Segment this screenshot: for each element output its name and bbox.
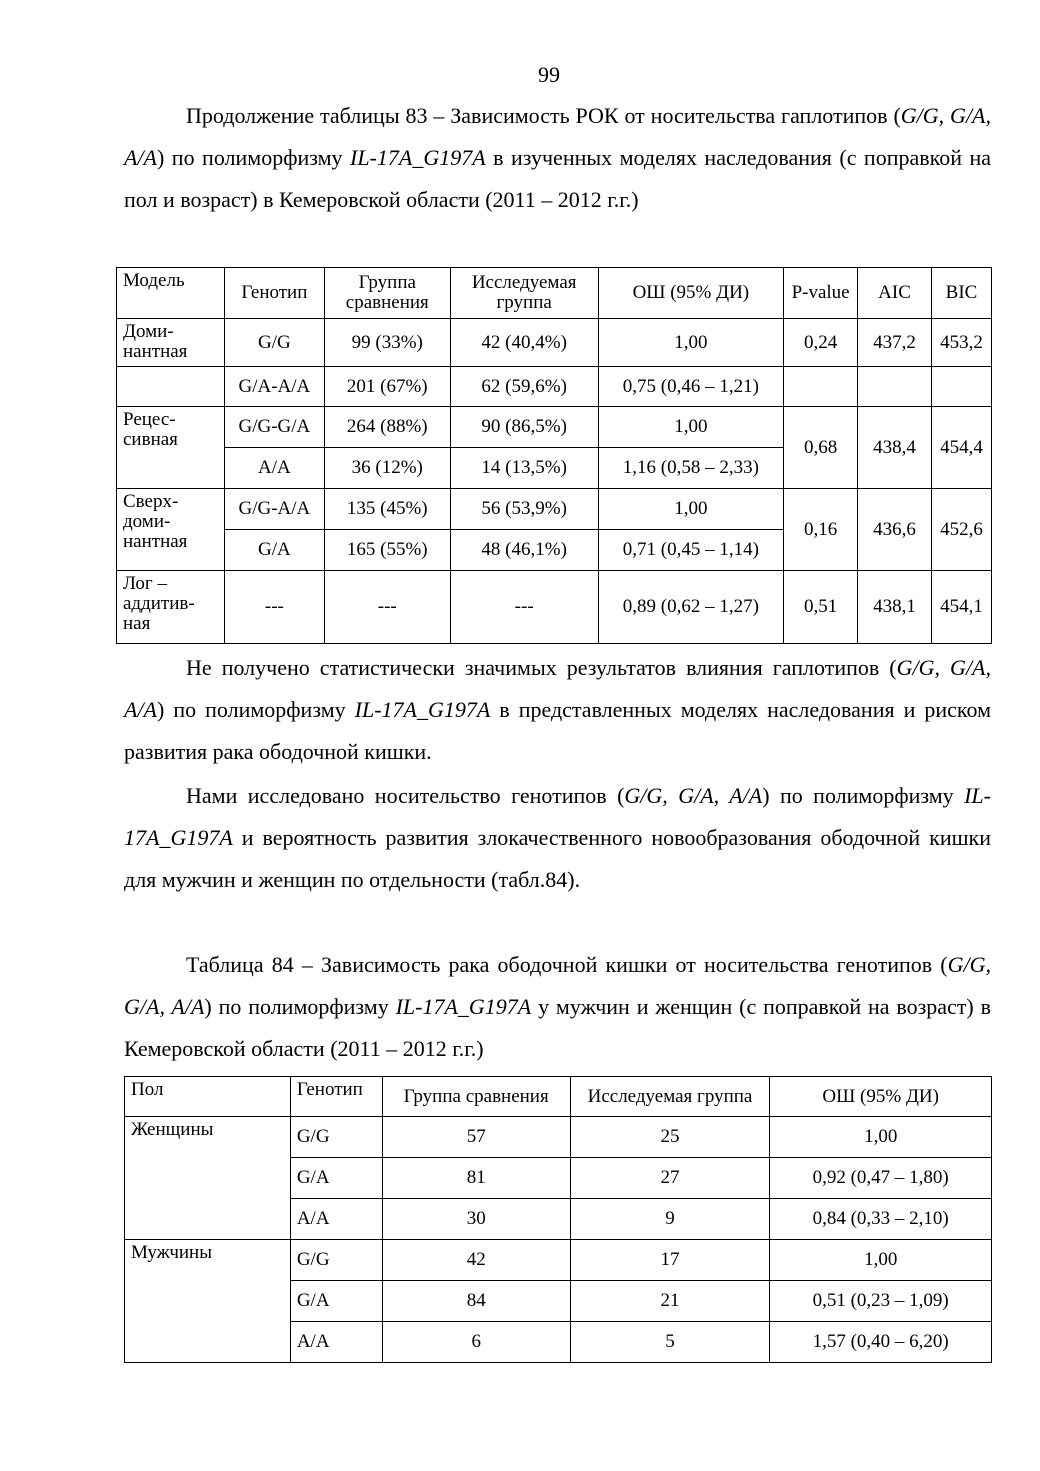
genotype-cell: A/A bbox=[290, 1322, 382, 1363]
comparison-cell: 135 (45%) bbox=[324, 489, 450, 530]
table-row bbox=[117, 367, 992, 407]
table-header-row bbox=[117, 268, 992, 319]
model-cell: Рецес-сивная bbox=[117, 407, 225, 489]
header-cell: Генотип bbox=[224, 268, 324, 319]
or-cell: 0,71 (0,45 – 1,14) bbox=[598, 530, 784, 571]
bic-cell: 454,4 bbox=[931, 407, 991, 489]
genotype-cell: G/A-A/A bbox=[224, 367, 324, 407]
study-cell: 42 (40,4%) bbox=[450, 319, 598, 367]
study-cell: --- bbox=[450, 571, 598, 644]
pvalue-cell bbox=[784, 367, 858, 407]
or-cell: 0,89 (0,62 – 1,27) bbox=[598, 571, 784, 644]
genotype-cell: G/A bbox=[290, 1281, 382, 1322]
comparison-cell: --- bbox=[324, 571, 450, 644]
genotype-cell: --- bbox=[224, 571, 324, 644]
table-row bbox=[117, 319, 992, 367]
study-cell: 9 bbox=[570, 1199, 770, 1240]
bic-cell: 452,6 bbox=[931, 489, 991, 571]
study-paragraph: Нами исследовано носительство генотипов (G/G, G/A, A/A) по полиморфизму IL-17A_G197A и вероятность развития злокачественного новообразования ободочной кишки для мужчин и женщин по отдельности (табл.84). bbox=[124, 783, 991, 892]
bic-cell bbox=[931, 367, 991, 407]
sex-cell: Мужчины bbox=[125, 1240, 291, 1363]
model-cell: Доми-нантная bbox=[117, 319, 225, 367]
table-row bbox=[117, 571, 992, 644]
table-header-row bbox=[125, 1077, 992, 1117]
or-cell: 1,57 (0,40 – 6,20) bbox=[770, 1322, 992, 1363]
header-cell: ОШ (95% ДИ) bbox=[598, 268, 784, 319]
comparison-cell: 84 bbox=[382, 1281, 570, 1322]
header-cell: Группа сравнения bbox=[324, 268, 450, 319]
model-cell: Лог – аддитив-ная bbox=[117, 571, 225, 644]
or-cell: 1,00 bbox=[598, 319, 784, 367]
results-paragraph: Не получено статистически значимых результатов влияния гаплотипов (G/G, G/A, A/A) по полиморфизму IL-17A_G197A в представленных моделях наследования и риском развития рака ободочной кишки. bbox=[124, 655, 991, 764]
study-cell: 62 (59,6%) bbox=[450, 367, 598, 407]
study-cell: 27 bbox=[570, 1158, 770, 1199]
or-cell: 1,00 bbox=[598, 489, 784, 530]
table-84-caption: Таблица 84 – Зависимость рака ободочной кишки от носительства генотипов (G/G, G/A, A/A) по полиморфизму IL-17A_G197A у мужчин и женщин (с поправкой на возраст) в Кемеровской области (2011 – 2012 г.г.) bbox=[124, 952, 992, 1061]
study-cell: 5 bbox=[570, 1322, 770, 1363]
comparison-cell: 81 bbox=[382, 1158, 570, 1199]
bic-cell: 454,1 bbox=[931, 571, 991, 644]
or-cell: 0,51 (0,23 – 1,09) bbox=[770, 1281, 992, 1322]
header-cell: Пол bbox=[125, 1077, 291, 1117]
or-cell: 1,16 (0,58 – 2,33) bbox=[598, 448, 784, 489]
header-cell: Исследуемая группа bbox=[450, 268, 598, 319]
table-row bbox=[125, 1240, 992, 1281]
table-row bbox=[117, 489, 992, 530]
study-cell: 56 (53,9%) bbox=[450, 489, 598, 530]
genotype-cell: G/A bbox=[290, 1158, 382, 1199]
study-cell: 90 (86,5%) bbox=[450, 407, 598, 448]
model-cell bbox=[117, 367, 225, 407]
bic-cell: 453,2 bbox=[931, 319, 991, 367]
page-number: 99 bbox=[538, 62, 560, 87]
header-cell: ОШ (95% ДИ) bbox=[770, 1077, 992, 1117]
genotype-cell: G/A bbox=[224, 530, 324, 571]
header-cell: Генотип bbox=[290, 1077, 382, 1117]
pvalue-cell: 0,24 bbox=[784, 319, 858, 367]
table-83 bbox=[116, 267, 992, 644]
study-cell: 14 (13,5%) bbox=[450, 448, 598, 489]
header-cell: BIC bbox=[931, 268, 991, 319]
comparison-cell: 264 (88%) bbox=[324, 407, 450, 448]
table-row bbox=[125, 1117, 992, 1158]
genotype-cell: G/G bbox=[290, 1240, 382, 1281]
comparison-cell: 165 (55%) bbox=[324, 530, 450, 571]
table-83-caption: Продолжение таблицы 83 – Зависимость РОК от носительства гаплотипов (G/G, G/A, A/A) по полиморфизму IL-17A_G197A в изученных моделях наследования (с поправкой на пол и возраст) в Кемеровской области (2011 – 2012 г.г.) bbox=[124, 103, 991, 212]
comparison-cell: 57 bbox=[382, 1117, 570, 1158]
pvalue-cell: 0,51 bbox=[784, 571, 858, 644]
study-cell: 48 (46,1%) bbox=[450, 530, 598, 571]
comparison-cell: 36 (12%) bbox=[324, 448, 450, 489]
aic-cell: 438,4 bbox=[858, 407, 932, 489]
comparison-cell: 6 bbox=[382, 1322, 570, 1363]
or-cell: 0,92 (0,47 – 1,80) bbox=[770, 1158, 992, 1199]
pvalue-cell: 0,68 bbox=[784, 407, 858, 489]
or-cell: 1,00 bbox=[770, 1117, 992, 1158]
genotype-cell: A/A bbox=[224, 448, 324, 489]
aic-cell bbox=[858, 367, 932, 407]
or-cell: 1,00 bbox=[598, 407, 784, 448]
comparison-cell: 30 bbox=[382, 1199, 570, 1240]
pvalue-cell: 0,16 bbox=[784, 489, 858, 571]
header-cell: Исследуемая группа bbox=[570, 1077, 770, 1117]
genotype-cell: G/G bbox=[224, 319, 324, 367]
aic-cell: 436,6 bbox=[858, 489, 932, 571]
or-cell: 0,84 (0,33 – 2,10) bbox=[770, 1199, 992, 1240]
genotype-cell: A/A bbox=[290, 1199, 382, 1240]
header-cell: Модель bbox=[117, 268, 225, 319]
header-cell: Группа сравнения bbox=[382, 1077, 570, 1117]
model-cell: Сверх-доми-нантная bbox=[117, 489, 225, 571]
or-cell: 0,75 (0,46 – 1,21) bbox=[598, 367, 784, 407]
study-cell: 25 bbox=[570, 1117, 770, 1158]
or-cell: 1,00 bbox=[770, 1240, 992, 1281]
aic-cell: 438,1 bbox=[858, 571, 932, 644]
genotype-cell: G/G-A/A bbox=[224, 489, 324, 530]
comparison-cell: 42 bbox=[382, 1240, 570, 1281]
genotype-cell: G/G-G/A bbox=[224, 407, 324, 448]
comparison-cell: 201 (67%) bbox=[324, 367, 450, 407]
sex-cell: Женщины bbox=[125, 1117, 291, 1240]
table-84 bbox=[124, 1076, 992, 1363]
study-cell: 21 bbox=[570, 1281, 770, 1322]
header-cell: AIC bbox=[858, 268, 932, 319]
study-cell: 17 bbox=[570, 1240, 770, 1281]
comparison-cell: 99 (33%) bbox=[324, 319, 450, 367]
header-cell: P-value bbox=[784, 268, 858, 319]
table-row bbox=[117, 407, 992, 448]
aic-cell: 437,2 bbox=[858, 319, 932, 367]
genotype-cell: G/G bbox=[290, 1117, 382, 1158]
